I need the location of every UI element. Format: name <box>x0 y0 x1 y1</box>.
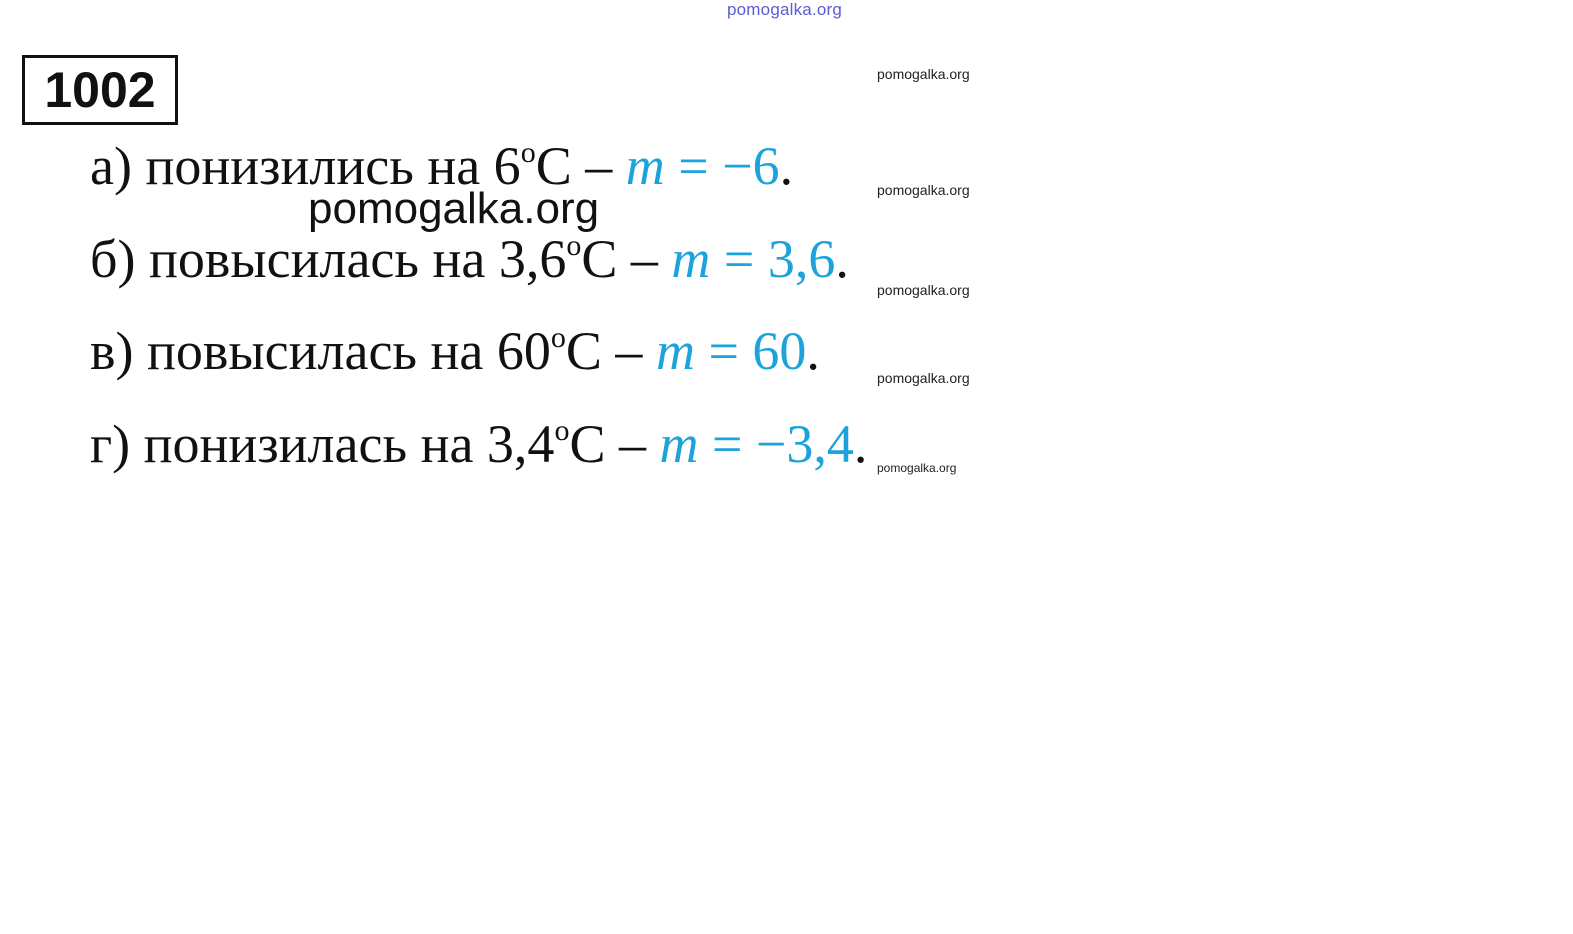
answer-text: в) повысилась на 60 <box>90 321 551 381</box>
degree-sign: о <box>550 321 566 354</box>
equation-variable: m <box>655 321 695 381</box>
watermark-small: pomogalka.org <box>877 66 970 82</box>
answer-unit: C – <box>569 414 646 474</box>
answer-line-c <box>90 321 820 390</box>
watermark-large: pomogalka.org <box>308 184 600 233</box>
answer-line-b <box>90 229 849 298</box>
degree-sign: о <box>520 136 536 169</box>
answer-period: . <box>853 414 868 474</box>
answer-unit: C – <box>565 321 643 381</box>
watermark-small: pomogalka.org <box>877 282 970 298</box>
answer-unit: C – <box>535 136 613 196</box>
problem-number: 1002 <box>22 55 178 125</box>
watermark-small: pomogalka.org <box>877 461 957 475</box>
equation-value: = 3,6 <box>710 229 836 289</box>
equation-value: = 60 <box>694 321 807 381</box>
answer-text: г) понизилась на 3,4 <box>90 414 555 474</box>
answer-text: а) понизились на 6 <box>90 136 521 196</box>
equation-value: = −6 <box>664 136 780 196</box>
answer-period: . <box>835 229 849 289</box>
answer-equation <box>626 136 780 196</box>
equation-variable: m <box>625 136 665 196</box>
answer-equation <box>659 414 853 474</box>
answer-period: . <box>779 136 794 196</box>
degree-sign: о <box>566 229 582 262</box>
top-watermark: pomogalka.org <box>727 0 843 19</box>
answer-equation <box>671 229 835 289</box>
answer-period: . <box>806 321 820 381</box>
answer-line-d <box>90 414 867 483</box>
answer-equation <box>656 321 806 381</box>
equation-variable: m <box>671 229 711 289</box>
degree-sign: о <box>554 414 570 447</box>
equation-value: = −3,4 <box>698 414 854 474</box>
watermark-small: pomogalka.org <box>877 182 970 198</box>
answer-text: б) повысилась на 3,6 <box>90 229 567 289</box>
watermark-small: pomogalka.org <box>877 370 970 386</box>
equation-variable: m <box>659 414 699 474</box>
answer-unit: C – <box>581 229 658 289</box>
